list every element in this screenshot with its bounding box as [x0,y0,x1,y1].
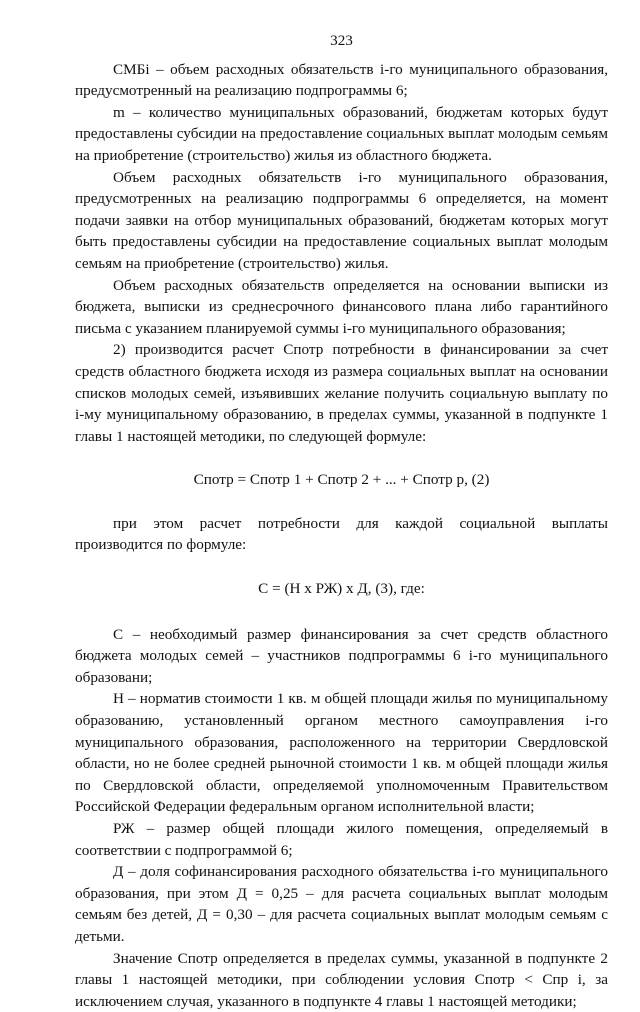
paragraph-n-definition: Н – норматив стоимости 1 кв. м общей площади жилья по муниципальному образованию, установленный органом местного самоуправления i-го муниципального образования, расположенного на территории Свердловской области, но не более средней рыночной стоимости 1 кв. м общей площади жилья по Свердловской области, определяемой уполномоченным Правительством Российской Федерации федеральным органом исполнительной власти; [75,690,608,816]
formula-3: С = (Н х РЖ) х Д, (3), где: [258,580,425,598]
formula-2: Спотр = Спотр 1 + Спотр 2 + ... + Спотр р, (2) [193,471,490,489]
paragraph-calculation-step-2: 2) производится расчет Спотр потребности в финансировании за счет средств областного бюджета исходя из размера социальных выплат на основании списков молодых семей, изъявивших желание получить социальную выплату по i-му муниципальному образованию, в пределах суммы, указанной в подпункте 1 главы 1 настоящей методики, по следующей формуле: [75,341,608,445]
paragraph-obligations-basis: Объем расходных обязательств определяется на основании выписки из бюджета, выписки из среднесрочного финансового плана либо гарантийного письма с указанием планируемой суммы i-го муниципального образования; [75,276,608,337]
paragraph-m-definition: m – количество муниципальных образований, бюджетам которых будут предоставлены субсидии на предоставление социальных выплат молодым семьям на приобретение (строительство) жилья из областного бюджета. [75,103,608,164]
paragraph-obligations-volume: Объем расходных обязательств i-го муниципального образования, предусмотренных на реализацию подпрограммы 6 определяется, на момент подачи заявки на отбор муниципальных образований, бюджетам которых могут быть предоставлены субсидии на предоставление социальных выплат молодым семьям на приобретение (строительство) жилья. [75,168,608,272]
paragraph-d-definition: Д – доля софинансирования расходного обязательства i-го муниципального образования, при этом Д = 0,25 – для расчета социальных выплат молодым семьям без детей, Д = 0,30 – для расчета социальных выплат молодым семьям с детьми. [75,863,608,945]
paragraph-c-definition: С – необходимый размер финансирования за счет средств областного бюджета молодых семей – участников подпрограммы 6 i-го муниципального образовани; [75,625,608,686]
paragraph-smbi-definition: СМБi – объем расходных обязательств i-го муниципального образования, предусмотренный на реализацию подпрограммы 6; [75,60,608,100]
paragraph-spotr-condition: Значение Спотр определяется в пределах суммы, указанной в подпункте 2 главы 1 настоящей методики, при соблюдении условия Спотр < Спр i, за исключением случая, указанного в подпункте 4 главы 1 настоящей методики; [75,949,608,1010]
page-number: 323 [330,32,353,49]
paragraph-per-payment: при этом расчет потребности для каждой социальной выплаты производится по формуле: [75,514,608,554]
paragraph-rzh-definition: РЖ – размер общей площади жилого помещения, определяемый в соответствии с подпрограммой 6; [75,820,608,859]
